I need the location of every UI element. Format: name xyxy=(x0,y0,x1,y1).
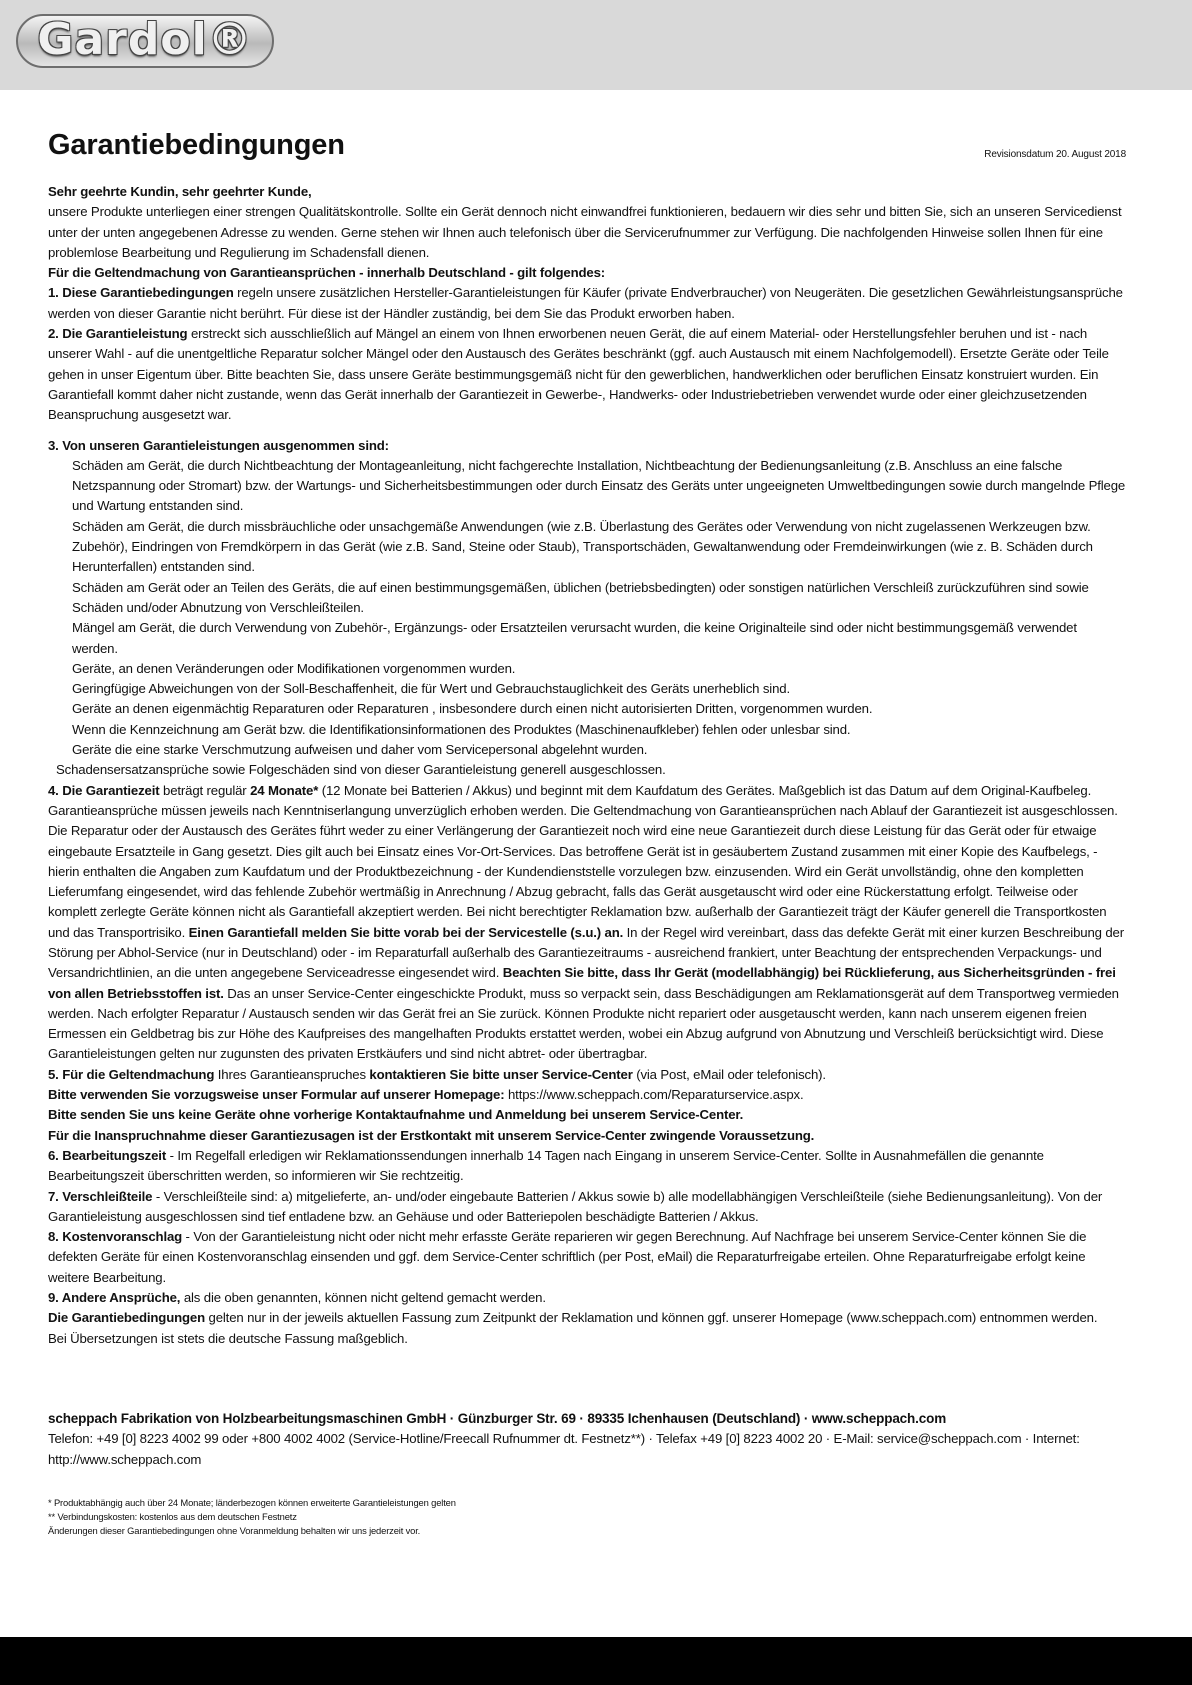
section-8 xyxy=(48,1227,1126,1288)
closing-paragraph xyxy=(48,1308,1126,1328)
list-item: Wenn die Kennzeichnung am Gerät bzw. die Identifikationsinformationen des Produktes (Maschinenaufkleber) fehlen oder unlesbar sind. xyxy=(72,721,851,737)
section-1 xyxy=(48,283,1126,324)
company-block xyxy=(48,1409,1126,1470)
section-4-text: In der Regel wird vereinbart, dass das defekte Gerät mit einer kurzen Beschreibung der Störung per Abhol-Service (nur in Deutschland) oder - im Reparaturfall außerhalb des Garantiezeitraums - ausreichend frankiert, unter Beachtung der entsprechenden Verpackungs- und Versandrichtlinien, an die unten angegebene Serviceadresse eingesendet wird. xyxy=(48,924,1124,981)
section-8-heading: 8. Kostenvoranschlag xyxy=(48,1229,183,1245)
section-4-text: beträgt regulär xyxy=(159,782,251,798)
section-3-note: Schadensersatzansprüche sowie Folgeschäden sind von dieser Garantieleistung generell ausgeschlossen. xyxy=(56,762,666,778)
revision-date: Revisionsdatum 20. August 2018 xyxy=(984,149,1126,160)
salutation: Sehr geehrte Kundin, sehr geehrter Kunde, xyxy=(48,184,312,199)
company-name: scheppach Fabrikation von Holzbearbeitungsmaschinen GmbH · Günzburger Str. 69 · 89335 Ichenhausen (Deutschland) · www.scheppach.com xyxy=(48,1410,947,1426)
section-8-text: - Von der Garantieleistung nicht oder nicht mehr erfasste Geräte reparieren wir gegen Berechnung. Auf Nachfrage bei unserem Service-Center können Sie die defekten Geräte für einen Kostenvoranschlag einsenden und ggf. dem Service-Center schriftlich (per Post, eMail) die Reparaturfreigabe erteilen. Ohne Reparaturfreigabe erfolgt keine weitere Bearbeitung. xyxy=(48,1229,1087,1285)
section-1-text: regeln unsere zusätzlichen Hersteller-Garantieleistungen für Käufer (private Endverbraucher) von Neugeräten. Die gesetzlichen Gewährleistungsansprüche werden von dieser Garantie nicht berührt. Für diese ist der Händler zuständig, bei dem Sie das Produkt erworben haben. xyxy=(48,285,1123,321)
notice-text: Beachten Sie bitte, dass Ihr Gerät (modellabhängig) bei Rücklieferung, aus Sicherheitsgründen - frei von allen Betriebsstoffen ist. xyxy=(48,965,1116,1001)
notice-text: Bitte senden Sie uns keine Geräte ohne vorherige Kontaktaufnahme und Anmeldung bei unserem Service-Center. xyxy=(48,1107,744,1123)
section-2 xyxy=(48,324,1126,425)
homepage-line xyxy=(48,1085,1126,1105)
brand-logo: Gardol® xyxy=(16,14,274,68)
footnote: Änderungen dieser Garantiebedingungen ohne Voranmeldung behalten wir uns jederzeit vor. xyxy=(48,1525,421,1537)
repair-service-link[interactable]: https://www.scheppach.com/Reparaturservice.aspx. xyxy=(504,1087,804,1103)
section-7-heading: 7. Verschleißteile xyxy=(48,1188,153,1204)
section-5-heading: 5. Für die Geltendmachung xyxy=(48,1066,215,1082)
intro-paragraph: unsere Produkte unterliegen einer strengen Qualitätskontrolle. Sollte ein Gerät dennoch nicht einwandfrei funktionieren, bedauern wir dies sehr und bitten Sie, sich an unseren Servicedienst unter der unten angegebenen Adresse zu wenden. Gerne stehen wir Ihnen auch telefonisch über die Servicerufnummer zur Verfügung. Die nachfolgenden Hinweise sollen Ihnen für eine problemlose Bearbeitung und Regulierung im Schadensfall dienen. xyxy=(48,204,1122,260)
section-3 xyxy=(48,436,1126,781)
notice-text: Für die Inanspruchnahme dieser Garantiezusagen ist der Erstkontakt mit unserem Service-Center zwingende Voraussetzung. xyxy=(48,1127,815,1143)
section-5 xyxy=(48,1065,1126,1085)
section-7 xyxy=(48,1187,1126,1228)
footnote: * Produktabhängig auch über 24 Monate; länderbezogen können erweiterte Garantieleistungen gelten xyxy=(48,1496,456,1508)
section-2-heading: 2. Die Garantieleistung xyxy=(48,326,188,342)
list-item: Mängel am Gerät, die durch Verwendung von Zubehör-, Ergänzungs- oder Ersatzteilen verursacht wurden, die keine Originalteile sind oder nicht bestimmungsgemäß verwendet werden. xyxy=(72,620,1077,656)
closing-text: gelten nur in der jeweils aktuellen Fassung zum Zeitpunkt der Reklamation und können ggf. unserer Homepage (www.scheppach.com) entnommen werden. xyxy=(205,1310,1098,1326)
title-row xyxy=(48,128,1126,162)
section-4-heading: 4. Die Garantiezeit xyxy=(48,782,160,798)
section-5-text: Ihres Garantieanspruches xyxy=(214,1066,370,1082)
section-9-text: als die oben genannten, können nicht geltend gemacht werden. xyxy=(180,1290,546,1306)
section-5-text: (via Post, eMail oder telefonisch). xyxy=(632,1066,826,1082)
list-item: Geringfügige Abweichungen von der Soll-Beschaffenheit, die für Wert und Gebrauchstauglichkeit des Geräts unerheblich sind. xyxy=(72,681,790,697)
section-9 xyxy=(48,1288,1126,1308)
section-title: Für die Geltendmachung von Garantieansprüchen - innerhalb Deutschland - gilt folgendes: xyxy=(48,265,606,281)
section-4 xyxy=(48,781,1126,1065)
section-2-text: erstreckt sich ausschließlich auf Mängel an einem von Ihnen erworbenen neuen Gerät, die auf einem Material- oder Herstellungsfehler beruhen und ist - nach unserer Wahl - auf die unentgeltliche Reparatur solcher Mängel oder den Austausch des Gerätes beschränkt (ggf. auch Austausch mit einem Nachfolgemodell). Ersetzte Geräte oder Teile gehen in unser Eigentum über. Bitte beachten Sie, dass unsere Geräte bestimmungsgemäß nicht für den gewerblichen, handwerklichen oder beruflichen Einsatz konstruiert wurden. Ein Garantiefall kommt daher nicht zustande, wenn das Gerät innerhalb der Garantiezeit in Gewerbe-, Handwerks- oder Industriebetrieben verwendet wurde oder einer gleichzusetzenden Beanspruchung ausgesetzt war. xyxy=(48,326,1109,423)
section-3-heading: 3. Von unseren Garantieleistungen ausgenommen sind: xyxy=(48,437,389,453)
section-6 xyxy=(48,1146,1126,1187)
section-7-text: - Verschleißteile sind: a) mitgelieferte, an- und/oder eingebaute Batterien / Akkus sowie b) alle modellabhängigen Verschleißteile (siehe Bedienungsanleitung). Von der Garantieleistung ausgeschlossen sind tief entladene bzw. an Gehäuse und oder Batteriepolen beschädigte Batterien / Akkus. xyxy=(48,1188,1103,1224)
section-1-heading: 1. Diese Garantiebedingungen xyxy=(48,285,234,301)
page-title: Garantiebedingungen xyxy=(48,129,345,161)
closing-heading: Die Garantiebedingungen xyxy=(48,1310,206,1326)
list-item: Geräte die eine starke Verschmutzung aufweisen und daher vom Servicepersonal abgelehnt wurden. xyxy=(72,742,648,758)
footnote: ** Verbindungskosten: kostenlos aus dem deutschen Festnetz xyxy=(48,1511,297,1523)
list-item: Schäden am Gerät, die durch Nichtbeachtung der Montageanleitung, nicht fachgerechte Installation, Nichtbeachtung der Bedienungsanleitung (z.B. Anschluss an eine falsche Netzspannung oder Stromart) bzw. der Wartungs- und Sicherheitsbestimmungen oder durch Einsatz des Geräts unter ungeeigneten Umweltbedingungen sowie durch mangelnde Pflege und Wartung entstanden sind. xyxy=(72,457,1126,514)
contact-instruction: kontaktieren Sie bitte unser Service-Center xyxy=(369,1066,633,1082)
list-item: Geräte an denen eigenmächtig Reparaturen oder Reparaturen , insbesondere durch einen nicht autorisierten Dritten, vorgenommen wurden. xyxy=(72,701,873,717)
notice-text: Einen Garantiefall melden Sie bitte vorab bei der Servicestelle (s.u.) an. xyxy=(188,924,624,940)
exclusion-list xyxy=(48,456,1126,760)
document-body xyxy=(48,128,1126,1538)
company-contact: Telefon: +49 [0] 8223 4002 99 oder +800 4002 4002 (Service-Hotline/Freecall Rufnummer dt. Festnetz**) · Telefax +49 [0] 8223 4002 20 · E-Mail: service@scheppach.com · Internet: http://www.scheppach.com xyxy=(48,1431,1080,1467)
section-6-text: - Im Regelfall erledigen wir Reklamationssendungen innerhalb 14 Tagen nach Eingang in unserem Service-Center. Sollte in Ausnahmefällen die genannte Bearbeitungszeit überschritten werden, so informieren wir Sie rechtzeitig. xyxy=(48,1147,1044,1184)
homepage-label: Bitte verwenden Sie vorzugsweise unser Formular auf unserer Homepage: xyxy=(48,1087,505,1103)
section-4-text: (12 Monate bei Batterien / Akkus) und beginnt mit dem Kaufdatum des Gerätes. Maßgeblich ist das Datum auf dem Original-Kaufbeleg. Garantieansprüche müssen jeweils nach Kenntniserlangung unverzüglich erhoben werden. Die Geltendmachung von Garantieansprüchen nach Ablauf der Garantiezeit ist ausgeschlossen. Die Reparatur oder der Austausch des Gerätes führt weder zu einer Verlängerung der Garantiezeit noch wird eine neue Garantiezeit durch diese Leistung für das Gerät oder für etwaige eingebaute Ersatzteile in Gang gesetzt. Dies gilt auch bei Einsatz eines Vor-Ort-Services. Das betroffene Gerät ist in gesäubertem Zustand zusammen mit einer Kopie des Kaufbelegs, - hierin enthalten die Angaben zum Kaufdatum und der Produktbezeichnung - der Kundendienststelle vorzulegen bzw. einzusenden. Wird ein Gerät unvollständig, ohne den kompletten Lieferumfang eingesendet, wird das fehlende Zubehör wertmäßig in Anrechnung / Abzug gebracht, falls das Gerät ausgetauscht wird oder eine Rückerstattung erfolgt. Teilweise oder komplett zerlegte Geräte können nicht als Garantiefall akzeptiert werden. Bei nicht berechtigter Reklamation bzw. außerhalb der Garantiezeit trägt der Käufer generell die Transportkosten und das Transportrisiko. xyxy=(48,782,1118,940)
list-item: Schäden am Gerät, die durch missbräuchliche oder unsachgemäße Anwendungen (wie z.B. Überlastung des Gerätes oder Verwendung von nicht zugelassenen Werkzeugen bzw. Zubehör), Eindringen von Fremdkörpern in das Gerät (wie z.B. Sand, Steine oder Staub), Transportschäden, Gewaltanwendung oder Fremdeinwirkungen (wie z. B. Schäden durch Herunterfallen) entstanden sind. xyxy=(72,518,1093,575)
list-item: Geräte, an denen Veränderungen oder Modifikationen vorgenommen wurden. xyxy=(72,660,516,676)
translation-note: Bei Übersetzungen ist stets die deutsche Fassung maßgeblich. xyxy=(48,1330,408,1346)
section-6-heading: 6. Bearbeitungszeit xyxy=(48,1147,167,1163)
footer-band xyxy=(0,1637,1192,1685)
footnotes xyxy=(48,1496,1126,1539)
section-9-heading: 9. Andere Ansprüche, xyxy=(48,1290,181,1306)
section-4-text: Das an unser Service-Center eingeschickte Produkt, muss so verpackt sein, dass Beschädigungen am Reklamationsgerät auf dem Transportweg vermieden werden. Nach erfolgter Reparatur / Austausch senden wir das Gerät frei an Sie zurück. Können Produkte nicht repariert oder ausgetauscht werden, kann nach unserem eigenen freien Ermessen ein Geldbetrag bis zur Höhe des Kaufpreises des mangelhaften Produkts erstattet werden, wobei ein Abzug aufgrund von Abnutzung und Verschleiß berücksichtigt wird. Diese Garantieleistungen gelten nur zugunsten des privaten Erstkäufers und sind nicht abtret- oder übertragbar. xyxy=(48,985,1119,1062)
warranty-period: 24 Monate* xyxy=(250,782,319,798)
list-item: Schäden am Gerät oder an Teilen des Geräts, die auf einen bestimmungsgemäßen, üblichen (betriebsbedingten) oder sonstigen natürlichen Verschleiß zurückzuführen sind sowie Schäden und/oder Abnutzung von Verschleißteilen. xyxy=(72,579,1089,615)
header-band xyxy=(0,0,1192,90)
